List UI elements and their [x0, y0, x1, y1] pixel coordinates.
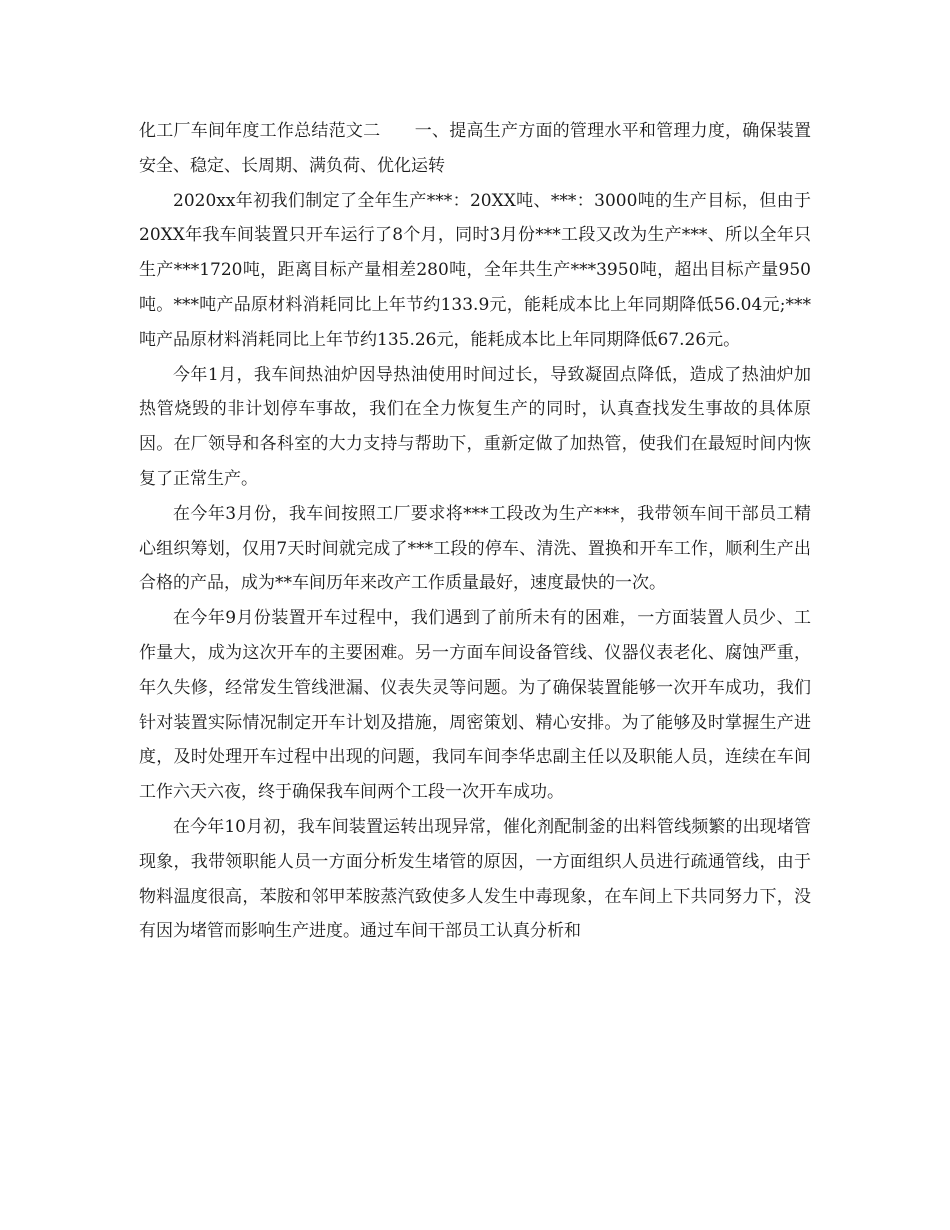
paragraph-production-targets: 2020xx年初我们制定了全年生产***：20XX吨、***：3000吨的生产目标，但由于20XX年我车间装置只开车运行了8个月，同时3月份***工段又改为生产***、所以全年只生产***1720吨，距离目标产量相差280吨，全年共生产***3950吨，超出目标产量950吨。***吨产品原材料消耗同比上年节约133.9元，能耗成本比上年同期降低56.04元;***吨产品原材料消耗同比上年节约135.26元，能耗成本比上年同期降低67.26元。: [139, 190, 811, 350]
document-heading: 化工厂车间年度工作总结范文二 一、提高生产方面的管理水平和管理力度，确保装置安全、稳定、长周期、满负荷、优化运转: [139, 121, 811, 176]
paragraph-october-blockage: 在今年10月初，我车间装置运转出现异常，催化剂配制釜的出料管线频繁的出现堵管现象，我带领职能人员一方面分析发生堵管的原因，一方面组织人员进行疏通管线，由于物料温度很高，苯胺和邻甲苯胺蒸汽致使多人发生中毒现象，在车间上下共同努力下，没有因为堵管而影响生产进度。通过车间干部员工认真分析和: [139, 816, 811, 942]
document-body: [139, 114, 811, 949]
paragraph-march-conversion: 在今年3月份，我车间按照工厂要求将***工段改为生产***，我带领车间干部员工精心组织筹划，仅用7天时间就完成了***工段的停车、清洗、置换和开车工作，顺利生产出合格的产品，成为**车间历年来改产工作质量最好，速度最快的一次。: [139, 503, 811, 594]
paragraph-january-incident: 今年1月，我车间热油炉因导热油使用时间过长，导致凝固点降低，造成了热油炉加热管烧毁的非计划停车事故，我们在全力恢复生产的同时，认真查找发生事故的具体原因。在厂领导和各科室的大力支持与帮助下，重新定做了加热管，使我们在最短时间内恢复了正常生产。: [139, 364, 811, 489]
paragraph-september-startup: 在今年9月份装置开车过程中，我们遇到了前所未有的困难，一方面装置人员少、工作量大，成为这次开车的主要困难。另一方面车间设备管线、仪器仪表老化、腐蚀严重，年久失修，经常发生管线泄漏、仪表失灵等问题。为了确保装置能够一次开车成功，我们针对装置实际情况制定开车计划及措施，周密策划、精心安排。为了能够及时掌握生产进度，及时处理开车过程中出现的问题，我同车间李华忠副主任以及职能人员，连续在车间工作六天六夜，终于确保我车间两个工段一次开车成功。: [139, 608, 811, 803]
